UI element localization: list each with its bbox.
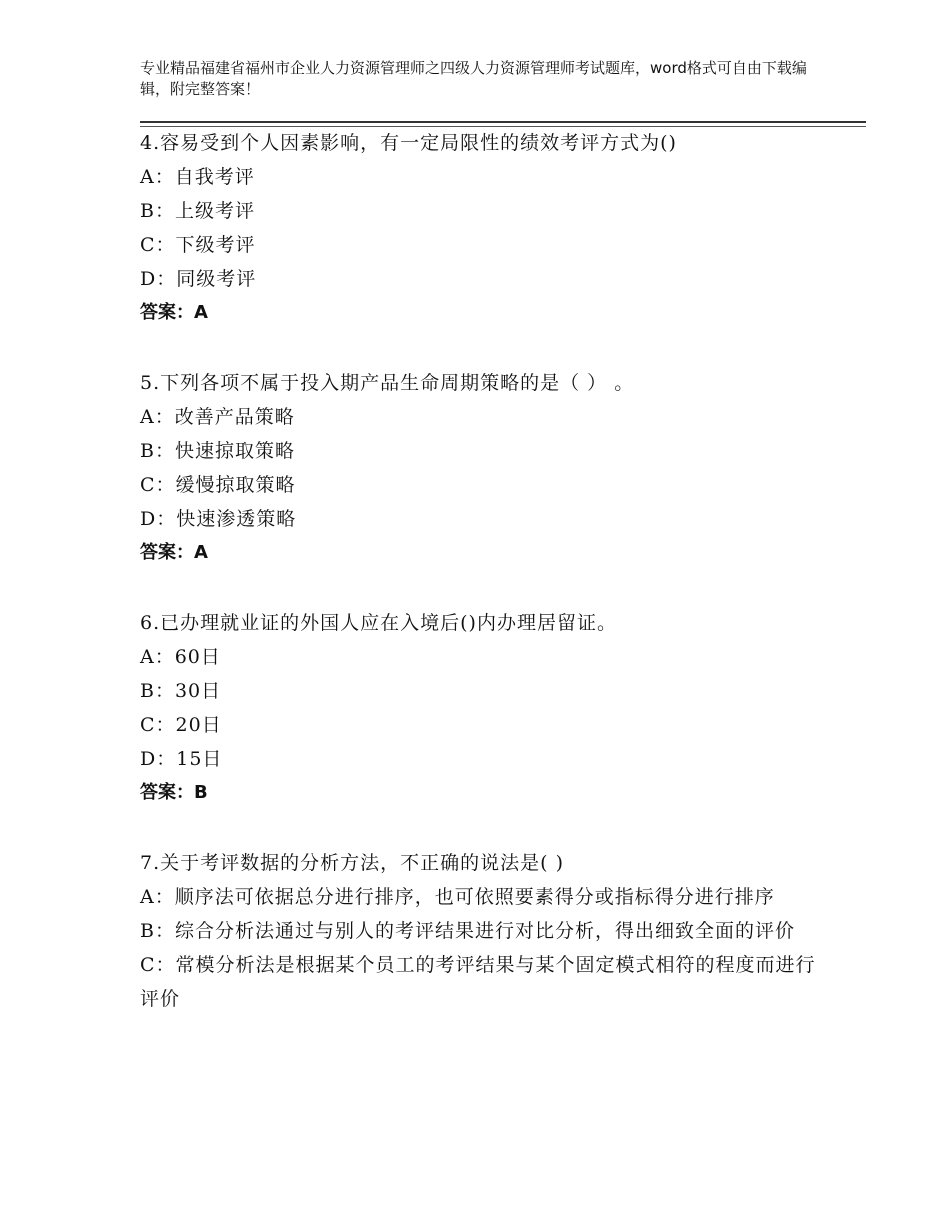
option-c: C：20日	[140, 714, 222, 736]
option-a: A：改善产品策略	[140, 406, 295, 428]
question-list	[140, 126, 830, 1016]
option-c: C：常模分析法是根据某个员工的考评结果与某个固定模式相符的程度而进行评价	[140, 954, 816, 1010]
option-a: A：自我考评	[140, 166, 255, 188]
option-c: C：下级考评	[140, 234, 256, 256]
answer-label: 答案：B	[140, 782, 208, 803]
option-b: B：快速掠取策略	[140, 440, 295, 462]
header-divider-thick	[140, 121, 866, 123]
option-c: C：缓慢掠取策略	[140, 474, 296, 496]
answer-label: 答案：A	[140, 542, 208, 563]
question-stem: 6.已办理就业证的外国人应在入境后()内办理居留证。	[140, 612, 617, 634]
document-header: 专业精品福建省福州市企业人力资源管理师之四级人力资源管理师考试题库，word格式可自由下载编辑，附完整答案！	[140, 59, 807, 98]
option-a: A：60日	[140, 646, 221, 668]
question-4	[140, 126, 830, 330]
question-7	[140, 846, 830, 1016]
option-b: B：30日	[140, 680, 222, 702]
question-stem: 5.下列各项不属于投入期产品生命周期策略的是（ ） 。	[140, 372, 635, 394]
question-stem: 7.关于考评数据的分析方法，不正确的说法是( )	[140, 852, 564, 874]
option-d: D：快速渗透策略	[140, 508, 297, 530]
option-b: B：上级考评	[140, 200, 255, 222]
option-b: B：综合分析法通过与别人的考评结果进行对比分析，得出细致全面的评价	[140, 920, 795, 942]
question-6	[140, 606, 830, 810]
question-stem: 4.容易受到个人因素影响，有一定局限性的绩效考评方式为()	[140, 132, 677, 154]
option-d: D：15日	[140, 748, 223, 770]
option-a: A：顺序法可依据总分进行排序，也可依照要素得分或指标得分进行排序	[140, 886, 775, 908]
answer-label: 答案：A	[140, 302, 208, 323]
question-5	[140, 366, 830, 570]
option-d: D：同级考评	[140, 268, 257, 290]
